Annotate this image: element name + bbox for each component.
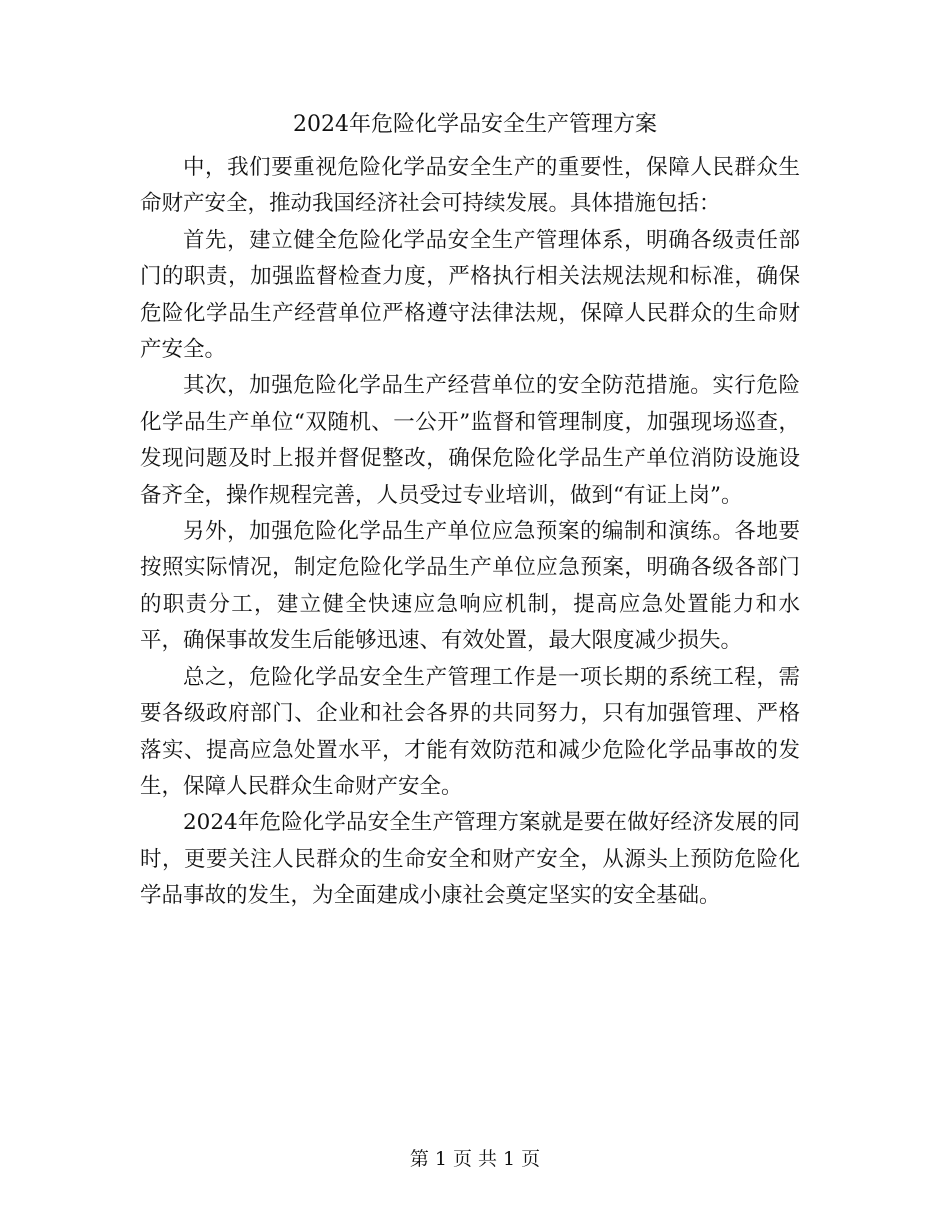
- paragraph-intro: 中，我们要重视危险化学品安全生产的重要性，保障人民群众生命财产安全，推动我国经济社会可持续发展。具体措施包括：: [140, 155, 800, 217]
- paragraph-first: 首先，建立健全危险化学品安全生产管理体系，明确各级责任部门的职责，加强监督检查力度，严格执行相关法规法规和标准，确保危险化学品生产经营单位严格遵守法律法规，保障人民群众的生命财产安全。: [140, 227, 800, 363]
- document-title: 2024年危险化学品安全生产管理方案: [293, 112, 657, 137]
- page-number-footer: 第 1 页 共 1 页: [409, 1148, 541, 1170]
- paragraph-additionally: 另外，加强危险化学品生产单位应急预案的编制和演练。各地要按照实际情况，制定危险化学品生产单位应急预案，明确各级各部门的职责分工，建立健全快速应急响应机制，提高应急处置能力和水平，确保事故发生后能够迅速、有效处置，最大限度减少损失。: [140, 519, 800, 654]
- paragraph-second: 其次，加强危险化学品生产经营单位的安全防范措施。实行危险化学品生产单位“双随机、一公开”监督和管理制度，加强现场巡查，发现问题及时上报并督促整改，确保危险化学品生产单位消防设施设备齐全，操作规程完善，人员受过专业培训，做到“有证上岗”。: [140, 373, 800, 508]
- paragraph-summary: 总之，危险化学品安全生产管理工作是一项长期的系统工程，需要各级政府部门、企业和社会各界的共同努力，只有加强管理、严格落实、提高应急处置水平，才能有效防范和减少危险化学品事故的发生，保障人民群众生命财产安全。: [140, 664, 800, 799]
- paragraph-conclusion: 2024年危险化学品安全生产管理方案就是要在做好经济发展的同时，更要关注人民群众的生命安全和财产安全，从源头上预防危险化学品事故的发生，为全面建成小康社会奠定坚实的安全基础。: [140, 810, 800, 909]
- document-body: [140, 150, 800, 915]
